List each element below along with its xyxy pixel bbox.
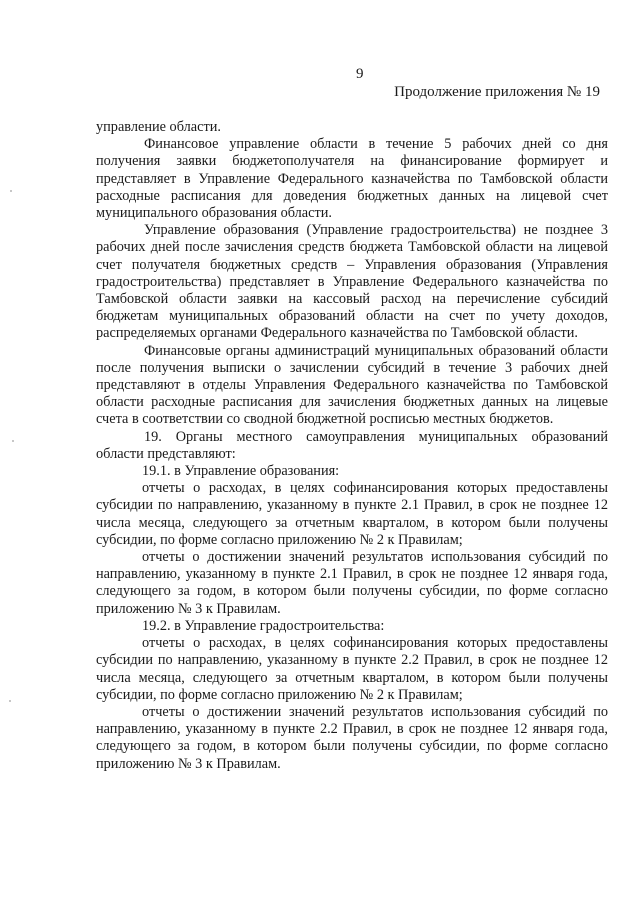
paragraph-financial-bodies: Финансовые органы администраций муниципальных образований области после получения выписки о зачислении субсидий в течение 3 рабочих дней представляют в отделы Управления Федерального казначейства по Тамбовской области расходные расписания для зачисления бюджетных данных на лицевые счета в соответствии со сводной бюджетной росписью местных бюджетов. [96,342,608,428]
paragraph-results-reports-1: отчеты о достижении значений результатов использования субсидий по направлению, указанному в пункте 2.1 Правил, в срок не позднее 12 января года, следующего за годом, в котором были получены субсидии, по форме согласно приложению № 3 к Правилам. [96,549,608,617]
continuation-heading: Продолжение приложения № 19 [394,84,600,100]
paragraph-expense-reports-1: отчеты о расходах, в целях софинансирования которых предоставлены субсидии по направлению, указанному в пункте 2.1 Правил, в срок не позднее 12 числа месяца, следующего за отчетным кварталом, в котором были получены субсидии, по форме согласно приложению № 2 к Правилам; [96,480,608,548]
document-body [96,119,608,773]
paragraph-clause-19-2: 19.2. в Управление градостроительства: [142,617,385,634]
paragraph-continuation: управление области. [96,119,221,135]
scan-mark [9,700,11,702]
page-number: 9 [356,66,364,82]
paragraph-clause-19-1: 19.1. в Управление образования: [142,463,340,480]
paragraph-results-reports-2: отчеты о достижении значений результатов использования субсидий по направлению, указанному в пункте 2.2 Правил, в срок не позднее 12 января года, следующего за годом, в котором были получены субсидии, по форме согласно приложению № 3 к Правилам. [96,703,608,772]
scan-mark [12,440,14,442]
paragraph-expense-reports-2: отчеты о расходах, в целях софинансирования которых предоставлены субсидии по направлению, указанному в пункте 2.2 Правил, в срок не позднее 12 числа месяца, следующего за отчетным кварталом, в котором были получены субсидии, по форме согласно приложению № 2 к Правилам; [96,635,608,703]
scan-mark [10,190,12,192]
paragraph-financial-department: Финансовое управление области в течение 5 рабочих дней со дня получения заявки бюджетополучателя на финансирование формирует и представляет в Управление Федерального казначейства по Тамбовской области расходные расписания для доведения бюджетных данных на лицевой счет муниципального образования области. [96,136,608,222]
paragraph-clause-19: 19. Органы местного самоуправления муниципальных образований области представляют: [96,428,608,462]
paragraph-education-department: Управление образования (Управление градостроительства) не позднее 3 рабочих дней после зачисления средств бюджета Тамбовской области на лицевой счет получателя бюджетных средств – Управления образования (Управления градостроительства) представляет в Управление Федерального казначейства по Тамбовской области заявки на кассовый расход на перечисление субсидий бюджетам муниципальных образований области на счет по учету доходов, распределяемых органами Федерального казначейства по Тамбовской области. [96,222,608,342]
